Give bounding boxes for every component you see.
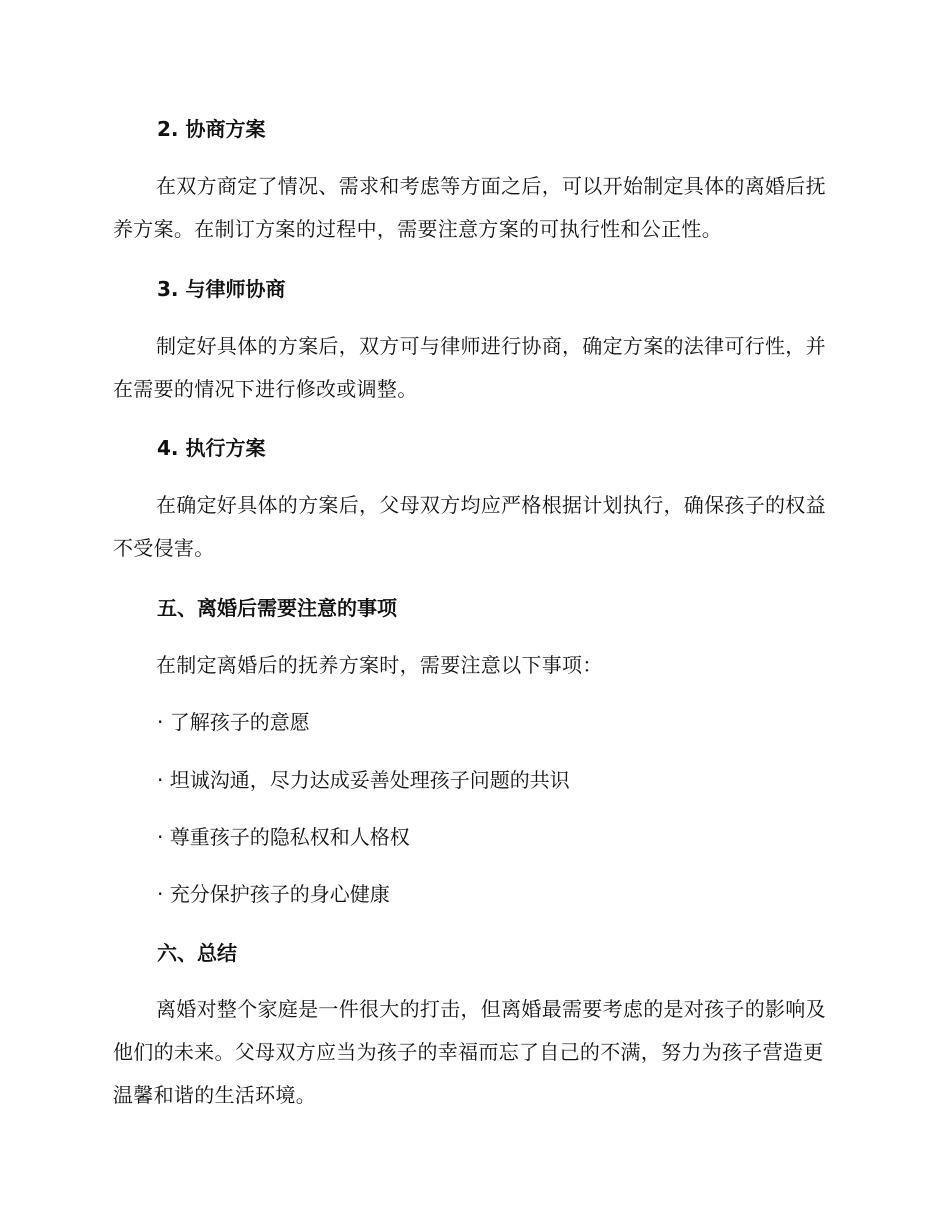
list-item: · 充分保护孩子的身心健康	[157, 882, 390, 906]
summary-paragraph: 离婚对整个家庭是一件很大的打击，但离婚最需要考虑的是对孩子的影响及他们的未来。父母双方应当为孩子的幸福而忘了自己的不满，努力为孩子营造更温馨和谐的生活环境。	[113, 997, 826, 1107]
section-paragraph-post-divorce-notes: 在制定离婚后的抚养方案时，需要注意以下事项：	[156, 653, 603, 677]
section-heading-lawyer-consult: 3. 与律师协商	[157, 277, 286, 301]
section-paragraph-negotiate-plan: 在双方商定了情况、需求和考虑等方面之后，可以开始制定具体的离婚后抚养方案。在制订方案的过程中，需要注意方案的可执行性和公正性。	[113, 174, 826, 241]
section-heading-post-divorce-notes: 五、离婚后需要注意的事项	[157, 596, 397, 620]
section-paragraph-lawyer-consult: 制定好具体的方案后，双方可与律师进行协商，确定方案的法律可行性，并在需要的情况下进行修改或调整。	[113, 334, 826, 401]
list-item: · 尊重孩子的隐私权和人格权	[157, 825, 410, 849]
section-heading-negotiate-plan: 2. 协商方案	[157, 117, 266, 141]
list-item: · 坦诚沟通，尽力达成妥善处理孩子问题的共识	[157, 768, 570, 792]
summary-heading: 六、总结	[157, 941, 237, 965]
section-paragraph-execute-plan: 在确定好具体的方案后，父母双方均应严格根据计划执行，确保孩子的权益不受侵害。	[113, 493, 826, 560]
section-heading-execute-plan: 4. 执行方案	[157, 436, 266, 460]
list-item: · 了解孩子的意愿	[157, 710, 310, 734]
